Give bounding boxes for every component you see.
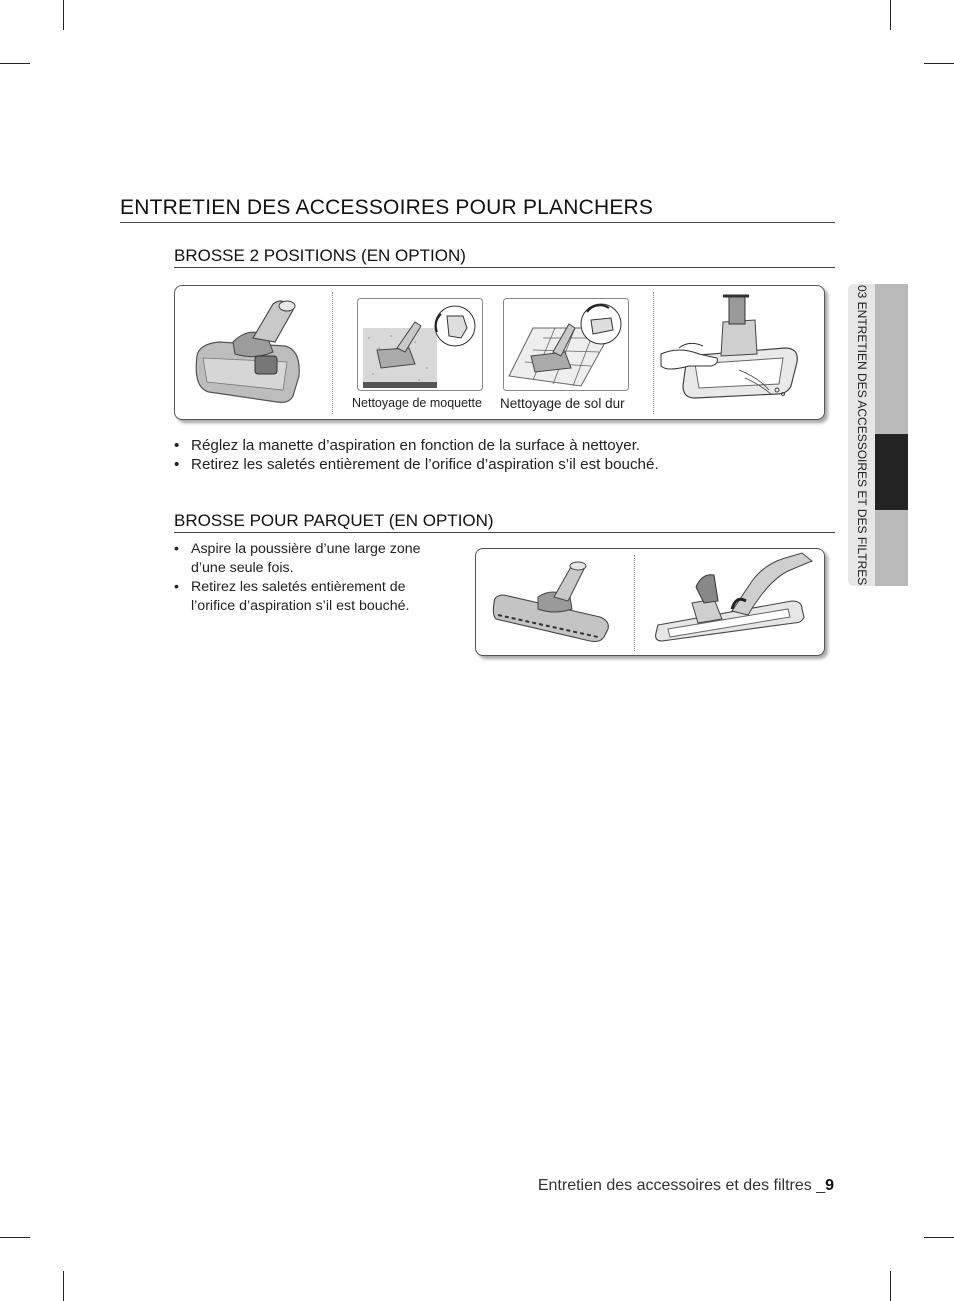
caption-hard-floor: Nettoyage de sol dur <box>500 396 625 411</box>
side-tab-marker <box>875 434 908 510</box>
parquet-brush-cleaning-illustration <box>652 551 822 647</box>
caption-carpet: Nettoyage de moquette <box>352 396 482 410</box>
brush-underside-cleaning-illustration <box>659 294 809 412</box>
crop-mark <box>890 0 891 30</box>
list-item: • Retirez les saletés entièrement de l’orifice d’aspiration s’il est bouché. <box>174 578 446 616</box>
crop-mark <box>924 1237 954 1238</box>
page-title: ENTRETIEN DES ACCESSOIRES POUR PLANCHERS <box>120 196 835 223</box>
crop-mark <box>0 1237 30 1238</box>
two-position-brush-illustration <box>189 296 309 406</box>
bullet-list-2-positions <box>174 436 659 474</box>
page-footer <box>538 1177 834 1195</box>
crop-mark <box>0 63 30 64</box>
carpet-cleaning-illustration <box>357 298 483 391</box>
section-heading-2-positions: BROSSE 2 POSITIONS (EN OPTION) <box>174 246 835 268</box>
panel-divider <box>332 292 333 414</box>
illustration-panel-parquet <box>475 548 825 656</box>
crop-mark <box>924 63 954 64</box>
list-item: • Retirez les saletés entièrement de l’orifice d’aspiration s’il est bouché. <box>174 455 659 474</box>
list-item: • Réglez la manette d’aspiration en fonction de la surface à nettoyer. <box>174 436 659 455</box>
bullet-list-parquet <box>174 540 446 616</box>
illustration-panel-2-positions <box>174 285 825 420</box>
crop-mark <box>63 1271 64 1301</box>
panel-divider <box>634 555 635 651</box>
crop-mark <box>890 1271 891 1301</box>
side-tab-label: 03 ENTRETIEN DES ACCESSOIRES ET DES FILTRES <box>855 284 869 586</box>
panel-divider <box>653 292 654 414</box>
list-item: • Aspire la poussière d’une large zone d’une seule fois. <box>174 540 446 578</box>
section-heading-parquet: BROSSE POUR PARQUET (EN OPTION) <box>174 511 835 533</box>
parquet-brush-illustration <box>490 557 614 647</box>
footer-text: Entretien des accessoires et des filtres _ <box>537 1177 826 1194</box>
page-number: 9 <box>825 1177 834 1194</box>
chapter-side-tab <box>848 284 908 586</box>
crop-mark <box>63 0 64 30</box>
hard-floor-cleaning-illustration <box>503 298 629 391</box>
